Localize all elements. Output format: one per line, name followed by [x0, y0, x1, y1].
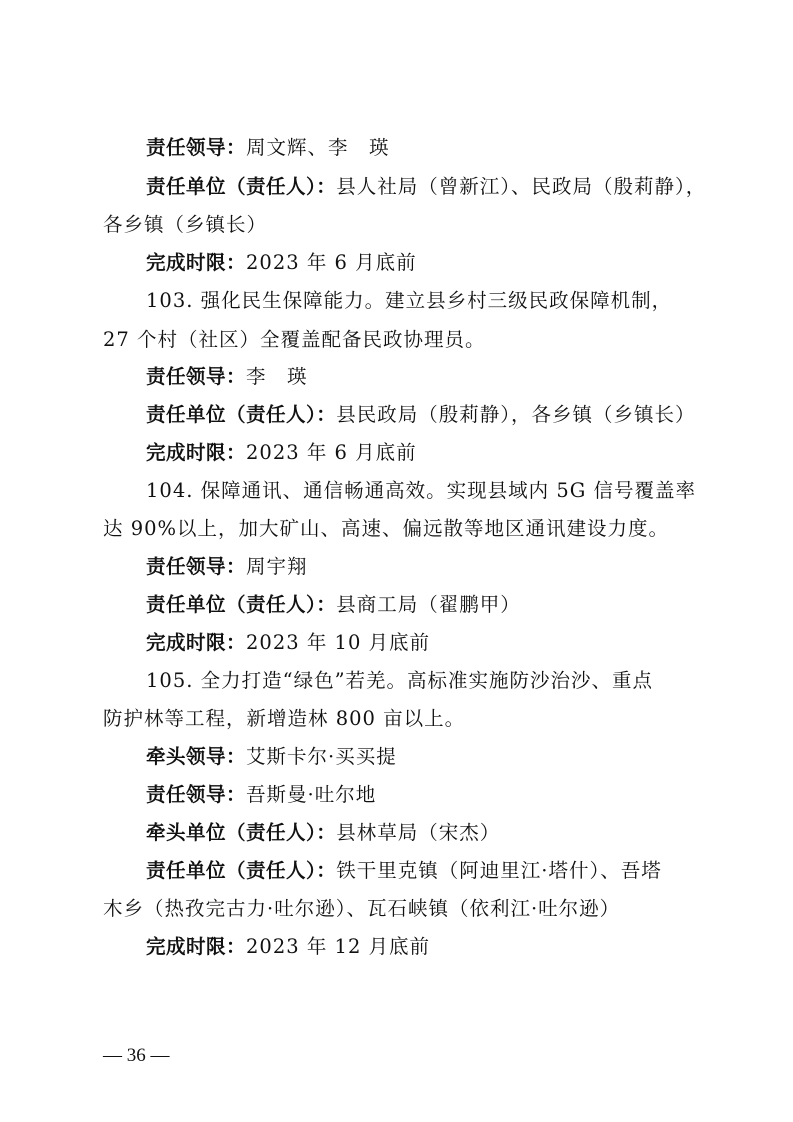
text-line [146, 405, 746, 425]
text-line [103, 899, 703, 919]
line-label: 牵头单位（责任人）： [146, 821, 337, 844]
text-line [146, 747, 746, 767]
line-text: 吾斯曼·吐尔地 [246, 783, 377, 806]
line-label: 责任领导： [146, 365, 247, 388]
line-text: 103. 强化民生保障能力。建立县乡村三级民政保障机制， [146, 289, 673, 312]
line-text: 木乡（热孜完古力·吐尔逊）、瓦石峡镇（依利江·吐尔逊） [103, 897, 621, 920]
line-label: 牵头领导： [146, 745, 247, 768]
text-line [146, 291, 746, 311]
page-number: — 36 — [103, 1045, 170, 1066]
text-line [103, 330, 703, 350]
line-text: 周文辉、李 瑛 [246, 136, 390, 159]
line-label: 完成时限： [146, 631, 247, 654]
text-line [146, 823, 746, 843]
line-text: 县林草局（宋杰） [336, 821, 501, 844]
line-text: 27 个村（社区）全覆盖配备民政协理员。 [103, 328, 486, 351]
text-line [146, 138, 746, 158]
text-line [146, 937, 746, 957]
line-label: 完成时限： [146, 441, 247, 464]
line-label: 责任领导： [146, 555, 247, 578]
line-text: 104. 保障通讯、通信畅通高效。实现县域内 5G 信号覆盖率 [146, 479, 696, 502]
line-label: 责任单位（责任人）： [146, 403, 337, 426]
line-text: 达 90%以上，加大矿山、高速、偏远散等地区通讯建设力度。 [103, 517, 670, 540]
line-text: 各乡镇（乡镇长） [103, 213, 268, 236]
text-line [103, 519, 703, 539]
line-text: 周宇翔 [246, 555, 308, 578]
text-line [146, 785, 746, 805]
line-label: 责任单位（责任人）： [146, 593, 337, 616]
text-line [146, 633, 746, 653]
line-label: 完成时限： [146, 935, 247, 958]
line-text: 防护林等工程，新增造林 800 亩以上。 [103, 707, 466, 730]
line-label: 责任领导： [146, 783, 247, 806]
text-line [146, 671, 746, 691]
text-line [146, 253, 746, 273]
text-line [146, 861, 746, 881]
text-line [146, 595, 746, 615]
line-text: 105. 全力打造“绿色”若羌。高标准实施防沙治沙、重点 [146, 669, 654, 692]
text-line [146, 367, 746, 387]
line-text: 2023 年 6 月底前 [246, 441, 417, 464]
line-label: 责任单位（责任人）： [146, 859, 337, 882]
line-label: 责任领导： [146, 136, 247, 159]
text-line [146, 481, 746, 501]
text-line [146, 443, 746, 463]
line-text: 2023 年 12 月底前 [246, 935, 431, 958]
line-text: 2023 年 10 月底前 [246, 631, 431, 654]
line-text: 2023 年 6 月底前 [246, 251, 417, 274]
text-line [146, 177, 746, 197]
line-text: 县民政局（殷莉静），各乡镇（乡镇长） [336, 403, 696, 426]
line-label: 完成时限： [146, 251, 247, 274]
text-line [103, 709, 703, 729]
text-line [103, 215, 703, 235]
line-text: 李 瑛 [246, 365, 308, 388]
line-text: 县人社局（曾新江）、民政局（殷莉静）， [336, 175, 707, 198]
line-text: 县商工局（翟鹏甲） [336, 593, 521, 616]
line-label: 责任单位（责任人）： [146, 175, 337, 198]
line-text: 艾斯卡尔·买买提 [246, 745, 397, 768]
text-line [146, 557, 746, 577]
line-text: 铁干里克镇（阿迪里江·塔什）、吾塔 [336, 859, 662, 882]
